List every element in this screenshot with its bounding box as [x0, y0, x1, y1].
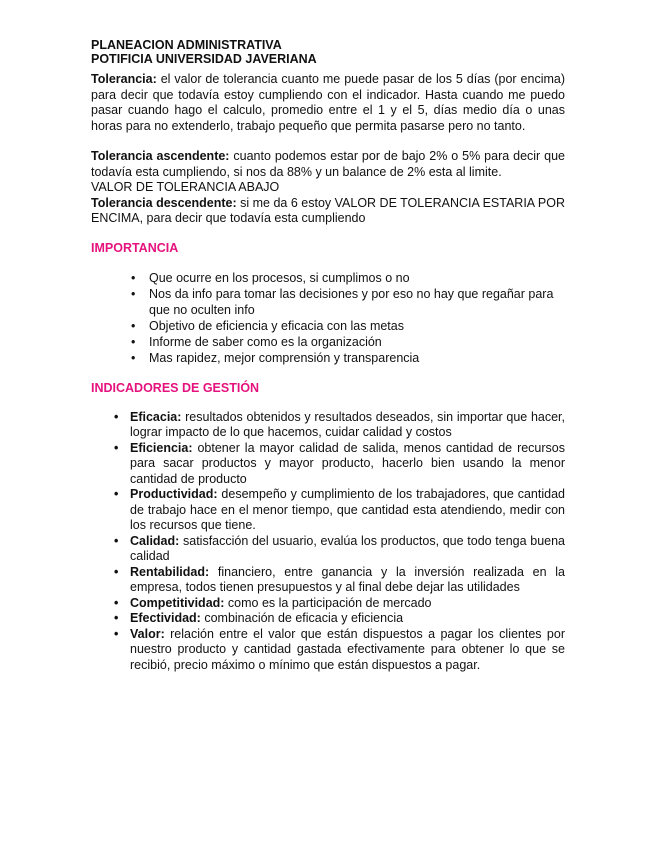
list-item: • Que ocurre en los procesos, si cumplimos o no — [131, 270, 410, 285]
list-item: • Valor: relación entre el valor que están dispuestos a pagar los clientes por nuestro producto y cantidad gastada efectivamente para obtener lo que se recibió, precio máximo o mínimo que están dispuestos a pagar. — [114, 626, 565, 672]
header-line-1: PLANEACION ADMINISTRATIVA — [91, 38, 282, 52]
list-item: • Competitividad: como es la participación de mercado — [114, 595, 432, 610]
list-item: • Calidad: satisfacción del usuario, evalúa los productos, que todo tenga buena calidad — [114, 533, 565, 563]
descendente-paragraph — [91, 196, 565, 227]
ascendente-term: Tolerancia ascendente: — [91, 149, 230, 163]
tolerancia-paragraph — [91, 72, 565, 134]
bullet-icon: • — [114, 595, 119, 610]
list-item: • Nos da info para tomar las decisiones y por eso no hay que regañar para que no oculten info — [131, 286, 554, 317]
bullet-icon: • — [131, 270, 136, 285]
list-item: • Productividad: desempeño y cumplimiento de los trabajadores, que cantidad de trabajo hace en el menor tiempo, que cantidad esta atendiendo, medir con los recursos que tiene. — [114, 487, 565, 532]
list-item: • Mas rapidez, mejor comprensión y transparencia — [131, 350, 420, 365]
indicadores-heading: INDICADORES DE GESTIÓN — [91, 380, 260, 395]
document-content — [91, 38, 565, 673]
bullet-icon: • — [131, 334, 136, 349]
bullet-icon: • — [114, 533, 119, 548]
indicadores-list — [91, 410, 565, 674]
bullet-icon: • — [114, 440, 119, 455]
ascendente-paragraph — [91, 149, 565, 180]
list-item: • Efectividad: combinación de eficacia y eficiencia — [114, 611, 404, 625]
bullet-icon: • — [114, 626, 119, 641]
list-item: • Objetivo de eficiencia y eficacia con las metas — [131, 318, 404, 333]
bullet-icon: • — [114, 487, 119, 501]
bullet-icon: • — [131, 350, 136, 365]
list-item: • Eficiencia: obtener la mayor calidad de salida, menos cantidad de recursos para sacar productos y mayor producto, hacerlo bien usando la menor cantidad de producto — [114, 440, 565, 486]
list-item: • Rentabilidad: financiero, entre ganancia y la inversión realizada en la empresa, todos tienen presupuestos y al final debe dejar las utilidades — [114, 564, 565, 594]
header-line-2: POTIFICIA UNIVERSIDAD JAVERIANA — [91, 52, 317, 66]
importancia-list — [91, 270, 565, 366]
tolerancia-abajo-line: VALOR DE TOLERANCIA ABAJO — [91, 180, 280, 194]
descendente-text: si me da 6 estoy VALOR DE TOLERANCIA ESTARIA POR ENCIMA, para decir que todavía esta cumpliendo — [91, 195, 566, 225]
importancia-heading: IMPORTANCIA — [91, 240, 179, 255]
bullet-icon: • — [131, 318, 136, 333]
bullet-icon: • — [114, 611, 119, 625]
bullet-icon: • — [131, 286, 136, 301]
tolerancia-text: el valor de tolerancia cuanto me puede pasar de los 5 días (por encima) para decir que todavía estoy cumpliendo con el indicador. Hasta cuando me puedo pasar cuando hago el calculo, promedio entre el 1 y el 5, días medio día o unas horas para no extenderlo, trabajo pequeño que permita pasarse pero no tanto. — [91, 72, 565, 133]
ascendente-text: cuanto podemos estar por de bajo 2% o 5% para decir que todavía esta cumpliendo, si nos da 88% y un balance de 2% esta al limite. — [91, 149, 565, 179]
tolerancia-term: Tolerancia: — [91, 72, 157, 86]
bullet-icon: • — [114, 409, 119, 424]
descendente-term: Tolerancia descendente: — [91, 195, 237, 210]
list-item: • Informe de saber como es la organización — [131, 334, 382, 349]
bullet-icon: • — [114, 564, 119, 579]
list-item: • Eficacia: resultados obtenidos y resultados deseados, sin importar que hacer, lograr impacto de lo que hacemos, cuidar calidad y costos — [114, 409, 565, 439]
